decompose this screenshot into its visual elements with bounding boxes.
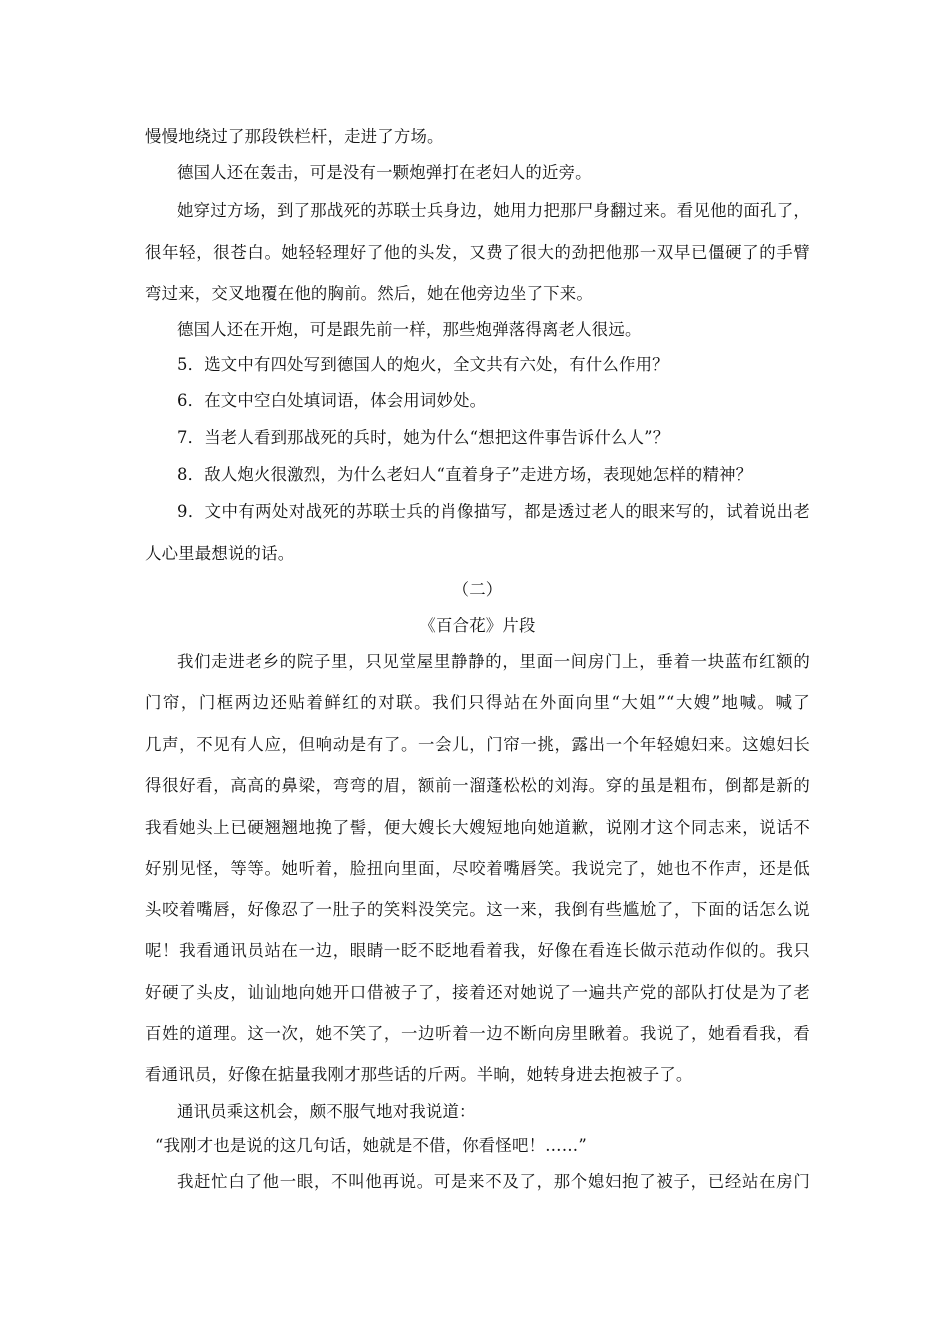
text-line: 弯过来，交叉地覆在他的胸前。然后，她在他旁边坐了下来。 [145,284,593,303]
text-line: 通讯员乘这机会，颇不服气地对我说道： [177,1102,476,1121]
text-line: 门帘，门框两边还贴着鲜红的对联。我们只得站在外面向里“大姐”“大嫂”地喊。喊了 [145,693,810,712]
text-line: 我们走进老乡的院子里，只见堂屋里静静的，里面一间房门上，垂着一块蓝布红额的 [177,652,810,671]
text-line: “我刚才也是说的这几句话，她就是不借，你看怪吧！……” [155,1136,587,1155]
section-heading: 《百合花》片段 [419,616,536,635]
text-line: 德国人还在开炮，可是跟先前一样，那些炮弹落得离老人很远。 [177,320,642,339]
text-line: 看通讯员，好像在掂量我刚才那些话的斤两。半晌，她转身进去抱被子了。 [145,1065,693,1084]
text-line: 几声，不见有人应，但响动是有了。一会儿，门帘一挑，露出一个年轻媳妇来。这媳妇长 [145,735,810,754]
text-line: 得很好看，高高的鼻梁，弯弯的眉，额前一溜蓬松松的刘海。穿的虽是粗布，倒都是新的 [145,776,810,795]
text-line: 我看她头上已硬翘翘地挽了髻，便大嫂长大嫂短地向她道歉，说刚才这个同志来，说话不 [145,818,810,837]
text-line: 她穿过方场，到了那战死的苏联士兵身边，她用力把那尸身翻过来。看见他的面孔了， [177,201,810,220]
text-line: 5．选文中有四处写到德国人的炮火，全文共有六处，有什么作用？ [177,355,669,374]
text-line: 8．敌人炮火很激烈，为什么老妇人“直着身子”走进方场，表现她怎样的精神？ [177,465,753,484]
text-line: 德国人还在轰击，可是没有一颗炮弹打在老妇人的近旁。 [177,163,592,182]
text-line: 9．文中有两处对战死的苏联士兵的肖像描写，都是透过老人的眼来写的，试着说出老 [177,502,810,521]
text-line: 慢慢地绕过了那段铁栏杆，走进了方场。 [145,127,444,146]
text-line: 6．在文中空白处填词语，体会用词妙处。 [177,391,487,410]
text-line: 头咬着嘴唇，好像忍了一肚子的笑料没笑完。这一来，我倒有些尴尬了，下面的话怎么说 [145,900,810,919]
text-line: 人心里最想说的话。 [145,544,295,563]
text-line: 好别见怪，等等。她听着，脸扭向里面，尽咬着嘴唇笑。我说完了，她也不作声，还是低 [145,859,810,878]
text-line: 百姓的道理。这一次，她不笑了，一边听着一边不断向房里瞅着。我说了，她看看我，看 [145,1024,810,1043]
section-heading: （二） [452,580,503,599]
text-line: 7．当老人看到那战死的兵时，她为什么“想把这件事告诉什么人”？ [177,428,670,447]
text-line: 呢！我看通讯员站在一边，眼睛一眨不眨地看着我，好像在看连长做示范动作似的。我只 [145,941,810,960]
text-line: 很年轻，很苍白。她轻轻理好了他的头发，又费了很大的劲把他那一双早已僵硬了的手臂 [145,243,810,262]
text-line: 好硬了头皮，讪讪地向她开口借被子了，接着还对她说了一遍共产党的部队打仗是为了老 [145,983,810,1002]
text-line: 我赶忙白了他一眼，不叫他再说。可是来不及了，那个媳妇抱了被子，已经站在房门 [177,1172,810,1191]
